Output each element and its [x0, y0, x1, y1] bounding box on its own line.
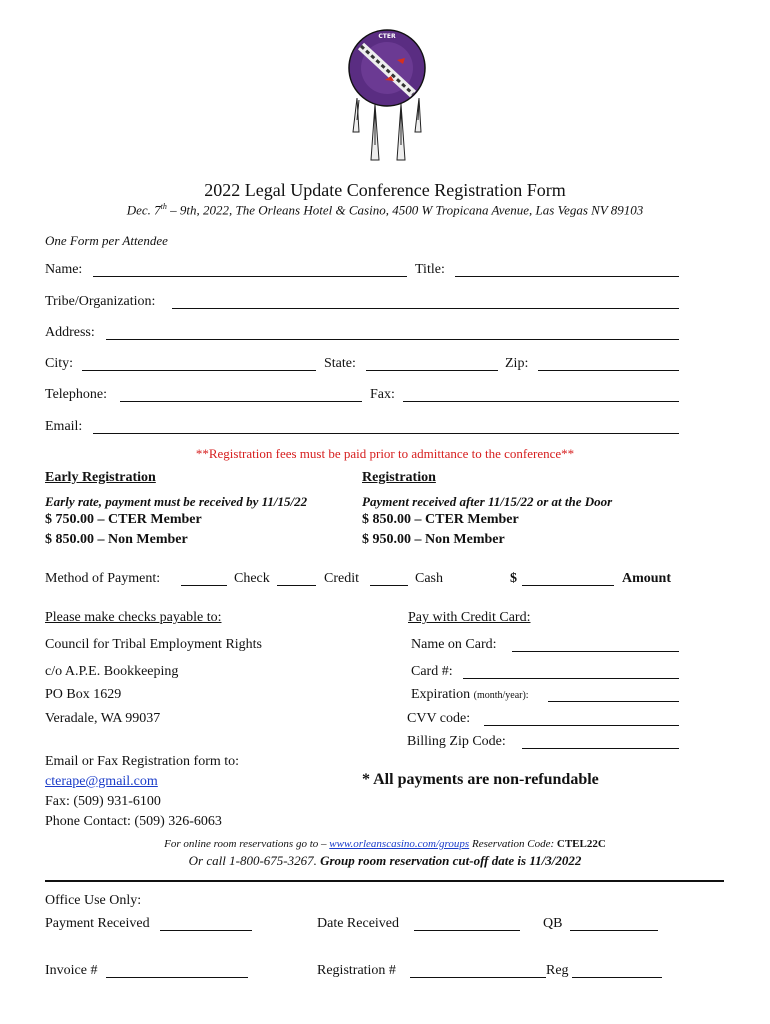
city-field[interactable]	[82, 370, 316, 371]
early-rate-note: Early rate, payment must be received by 11/15/22	[45, 494, 308, 509]
attendee-note: One Form per Attendee	[45, 233, 168, 248]
zip-label: Zip:	[505, 356, 529, 371]
regular-member-price: $ 850.00 – CTER Member	[362, 512, 519, 527]
registration-number-label: Registration #	[317, 963, 396, 978]
date-received-label: Date Received	[317, 916, 400, 931]
cash-blank[interactable]	[370, 585, 408, 586]
credit-card-heading: Pay with Credit Card:	[408, 610, 531, 625]
title-field[interactable]	[455, 276, 679, 277]
email-label: Email:	[45, 419, 83, 434]
name-field[interactable]	[93, 276, 407, 277]
city-label: City:	[45, 356, 74, 371]
expiration-field[interactable]	[548, 701, 679, 702]
fax-label: Fax:	[370, 387, 395, 402]
billing-zip-field[interactable]	[522, 748, 679, 749]
cash-option: Cash	[415, 571, 443, 586]
contact-email-link[interactable]: cterape@gmail.com	[45, 774, 158, 789]
amount-label: Amount	[622, 571, 672, 586]
fax-field[interactable]	[403, 401, 679, 402]
tribe-label: Tribe/Organization:	[45, 294, 156, 309]
dollar-sign: $	[510, 571, 517, 586]
card-number-label: Card #:	[411, 664, 453, 679]
payment-method-label: Method of Payment:	[45, 571, 161, 586]
regular-rate-note: Payment received after 11/15/22 or at the Door	[362, 494, 613, 509]
credit-option: Credit	[324, 571, 359, 586]
state-label: State:	[324, 356, 356, 371]
early-registration-heading: Early Registration	[45, 470, 156, 485]
invoice-field[interactable]	[106, 977, 248, 978]
credit-blank[interactable]	[277, 585, 316, 586]
hotel-call-line: Or call 1-800-675-3267. Group room reservation cut-off date is 11/3/2022	[188, 853, 582, 868]
amount-field[interactable]	[522, 585, 614, 586]
cvv-field[interactable]	[484, 725, 679, 726]
address-field[interactable]	[106, 339, 679, 340]
checks-payable-heading: Please make checks payable to:	[45, 610, 222, 625]
qb-field[interactable]	[570, 930, 658, 931]
name-label: Name:	[45, 262, 83, 277]
reservation-code: CTEL22C	[556, 838, 606, 850]
billing-zip-label: Billing Zip Code:	[407, 734, 506, 749]
qb-label: QB	[543, 916, 563, 931]
payment-received-label: Payment Received	[45, 916, 150, 931]
payee-care-of: c/o A.P.E. Bookkeeping	[45, 664, 179, 679]
address-label: Address:	[45, 325, 95, 340]
reg-label: Reg	[546, 963, 569, 978]
fee-notice: **Registration fees must be paid prior to admittance to the conference**	[195, 446, 575, 461]
council-logo	[335, 20, 440, 170]
expiration-label: Expiration (month/year):	[411, 687, 529, 702]
telephone-label: Telephone:	[45, 387, 107, 402]
hotel-reservation-line: For online room reservations go to – www.orleanscasino.com/groups Reservation Code: CTEL22C	[164, 838, 606, 850]
date-received-field[interactable]	[414, 930, 520, 931]
event-details: Dec. 7th – 9th, 2022, The Orleans Hotel & Casino, 4500 W Tropicana Avenue, Las Vegas NV 89103	[126, 202, 644, 218]
form-title: 2022 Legal Update Conference Registration Form	[204, 180, 566, 200]
title-label: Title:	[415, 262, 445, 277]
payee-po-box: PO Box 1629	[45, 687, 122, 702]
section-divider	[45, 880, 724, 882]
early-member-price: $ 750.00 – CTER Member	[45, 512, 202, 527]
email-field[interactable]	[93, 433, 679, 434]
invoice-label: Invoice #	[45, 963, 98, 978]
check-option: Check	[234, 571, 270, 586]
contact-phone: Phone Contact: (509) 326-6063	[45, 814, 222, 829]
contact-fax: Fax: (509) 931-6100	[45, 794, 161, 809]
office-use-heading: Office Use Only:	[45, 893, 142, 908]
registration-heading: Registration	[362, 470, 436, 485]
regular-non-member-price: $ 950.00 – Non Member	[362, 532, 505, 547]
card-number-field[interactable]	[463, 678, 679, 679]
cvv-label: CVV code:	[407, 711, 471, 726]
early-non-member-price: $ 850.00 – Non Member	[45, 532, 188, 547]
refund-notice: * All payments are non-refundable	[362, 771, 599, 788]
payee-city: Veradale, WA 99037	[45, 711, 161, 726]
name-on-card-field[interactable]	[512, 651, 679, 652]
telephone-field[interactable]	[120, 401, 362, 402]
zip-field[interactable]	[538, 370, 679, 371]
contact-heading: Email or Fax Registration form to:	[45, 754, 240, 769]
hotel-reservation-link[interactable]: www.orleanscasino.com/groups	[329, 838, 470, 850]
payment-received-field[interactable]	[160, 930, 252, 931]
state-field[interactable]	[366, 370, 498, 371]
tribe-field[interactable]	[172, 308, 679, 309]
name-on-card-label: Name on Card:	[411, 637, 497, 652]
check-blank[interactable]	[181, 585, 227, 586]
svg-text:CTER: CTER	[378, 33, 396, 40]
payee-name: Council for Tribal Employment Rights	[45, 637, 263, 652]
reg-field[interactable]	[572, 977, 662, 978]
registration-number-field[interactable]	[410, 977, 546, 978]
